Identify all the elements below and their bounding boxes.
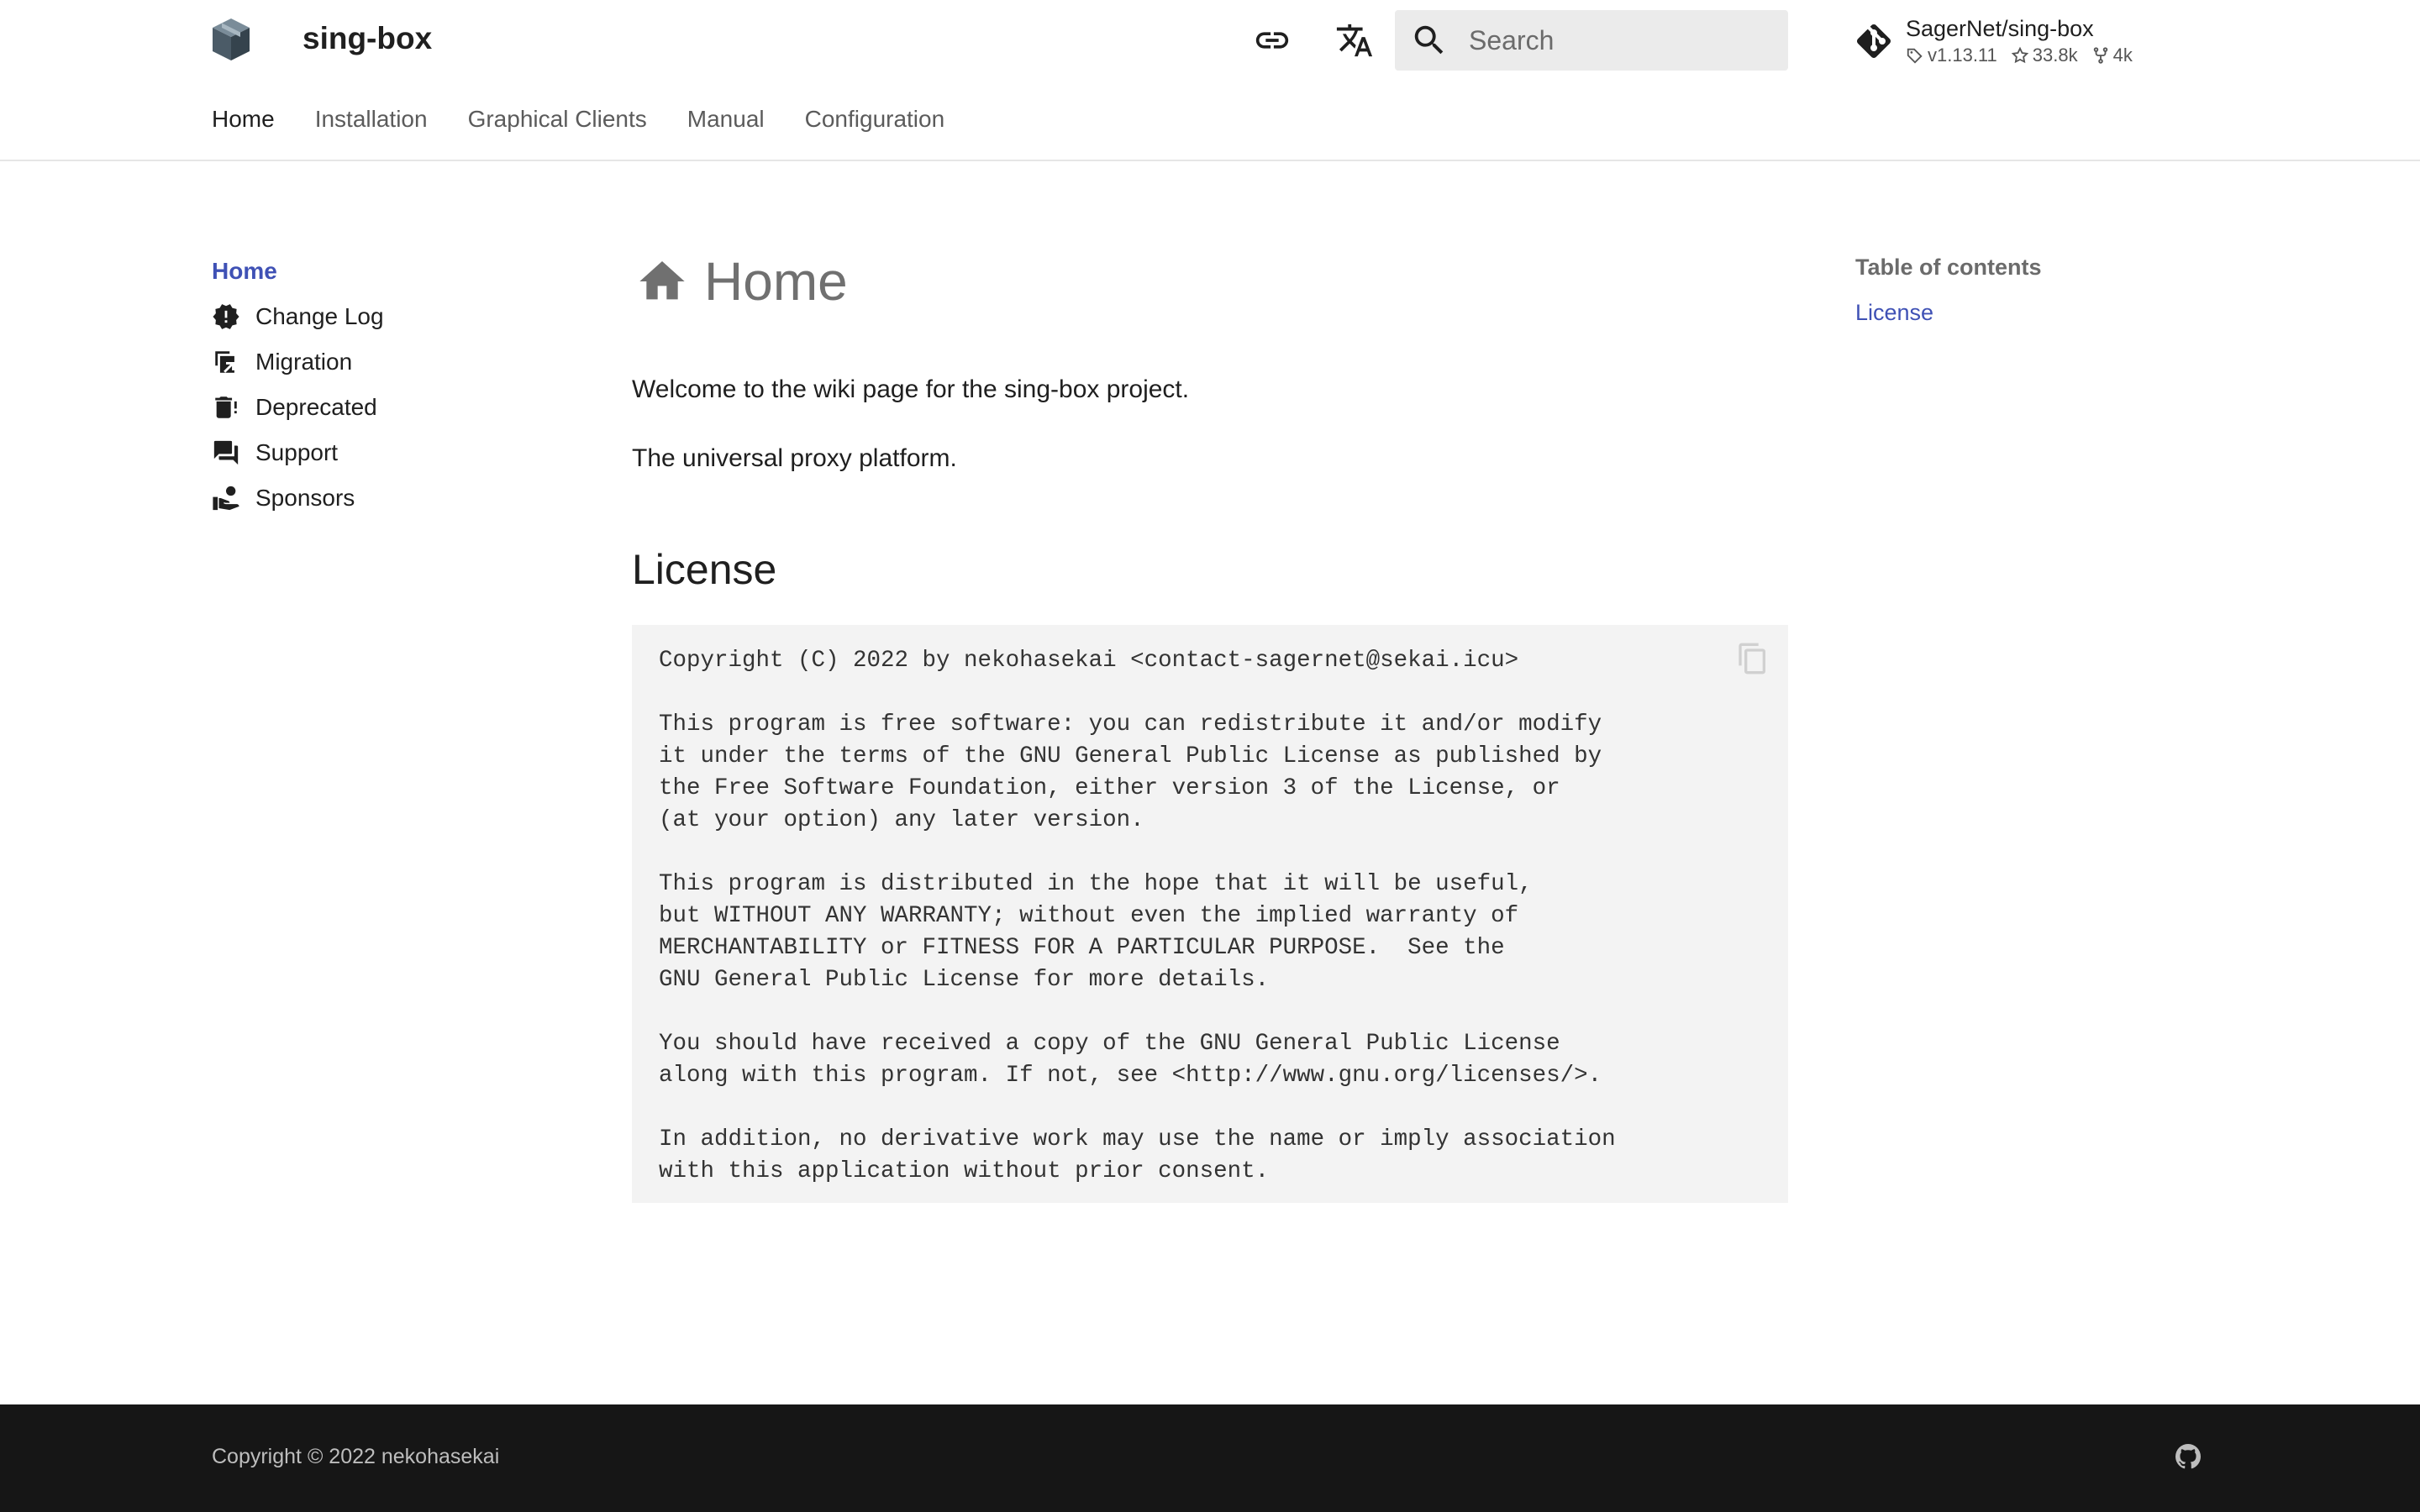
sidebar-item-migration[interactable] bbox=[212, 339, 565, 385]
sidebar-item-label: Support bbox=[255, 439, 339, 465]
top-tabs bbox=[212, 102, 985, 136]
star-icon bbox=[2011, 46, 2029, 65]
tab-configuration[interactable]: Configuration bbox=[804, 106, 945, 132]
delete-alert-icon bbox=[212, 393, 240, 422]
sidebar-item-sponsors[interactable] bbox=[212, 475, 565, 521]
table-of-contents bbox=[1855, 249, 2042, 331]
fork-icon bbox=[2091, 46, 2110, 65]
sidebar-item-home[interactable] bbox=[212, 249, 565, 294]
search-icon bbox=[1410, 21, 1449, 60]
link-icon[interactable] bbox=[1250, 18, 1294, 62]
intro-paragraph: Welcome to the wiki page for the sing-box project. bbox=[632, 375, 1190, 403]
license-text: Copyright (C) 2022 by nekohasekai <contact-sagernet@sekai.icu> This program is free software: you can redistribute it and/or modify it under the terms of the GNU General Public License as published by the Free Software Foundation, either version 3 of the License, or (at your option) any later version. This program is distributed in the hope that it will be useful, but WITHOUT ANY WARRANTY; without even the implied warranty of MERCHANTABILITY or FITNESS FOR A PARTICULAR PURPOSE. See the GNU General Public License for more details. You should have received a copy of the GNU General Public License along with this program. If not, see <http://www.gnu.org/licenses/>. In addition, no derivative work may use the name or imply association with this application without prior consent. bbox=[659, 648, 1616, 1184]
sidebar-item-label: Sponsors bbox=[255, 485, 355, 511]
github-icon[interactable] bbox=[2173, 1441, 2203, 1472]
repo-version-text: v1.13.11 bbox=[1928, 45, 1997, 66]
header bbox=[0, 0, 2420, 161]
tag-icon bbox=[1906, 46, 1924, 65]
tagline-paragraph: The universal proxy platform. bbox=[632, 444, 957, 472]
tab-graphical-clients[interactable]: Graphical Clients bbox=[467, 106, 647, 132]
home-icon bbox=[635, 255, 689, 308]
copy-icon[interactable] bbox=[1736, 642, 1770, 675]
footer bbox=[0, 1404, 2420, 1512]
main-content bbox=[632, 244, 1788, 1203]
sidebar-item-label: Migration bbox=[255, 349, 353, 375]
repo-forks bbox=[2091, 44, 2133, 67]
repo-forks-text: 4k bbox=[2112, 45, 2133, 66]
git-icon bbox=[1854, 21, 1894, 61]
search-input[interactable] bbox=[1395, 10, 1788, 71]
toc-item-license[interactable]: License bbox=[1855, 300, 1934, 325]
tab-home[interactable]: Home bbox=[212, 106, 275, 132]
repo-stars-text: 33.8k bbox=[2032, 45, 2078, 66]
sidebar-item-label: Change Log bbox=[255, 303, 384, 329]
sidebar-item-change-log[interactable] bbox=[212, 294, 565, 339]
sidebar-item-deprecated[interactable] bbox=[212, 385, 565, 430]
license-code-block bbox=[632, 625, 1788, 1203]
repo-facts bbox=[1906, 44, 2146, 67]
tab-manual[interactable]: Manual bbox=[687, 106, 765, 132]
sidebar-nav bbox=[212, 249, 565, 521]
toc-title: Table of contents bbox=[1855, 255, 2042, 280]
alert-decagram-icon bbox=[212, 302, 240, 331]
sing-box-logo-icon[interactable] bbox=[210, 17, 252, 62]
sidebar-item-label: Deprecated bbox=[255, 394, 377, 420]
footer-copyright: Copyright © 2022 nekohasekai bbox=[212, 1445, 500, 1468]
page-title: Home bbox=[704, 251, 848, 312]
translate-icon[interactable] bbox=[1333, 18, 1376, 62]
repo-name: SagerNet/sing-box bbox=[1906, 16, 2094, 41]
hand-coin-icon bbox=[212, 484, 240, 512]
sidebar-item-label: Home bbox=[212, 258, 277, 284]
repo-link[interactable] bbox=[1854, 12, 2146, 71]
sidebar-item-support[interactable] bbox=[212, 430, 565, 475]
site-title[interactable]: sing-box bbox=[302, 21, 433, 55]
tab-installation[interactable]: Installation bbox=[314, 106, 428, 132]
repo-version bbox=[1906, 44, 1997, 67]
repo-stars bbox=[2011, 44, 2078, 67]
license-heading: License bbox=[632, 546, 777, 593]
search-placeholder: Search bbox=[1469, 24, 1555, 55]
file-move-icon bbox=[212, 348, 240, 376]
forum-icon bbox=[212, 438, 240, 467]
page-title-row bbox=[632, 244, 1788, 319]
